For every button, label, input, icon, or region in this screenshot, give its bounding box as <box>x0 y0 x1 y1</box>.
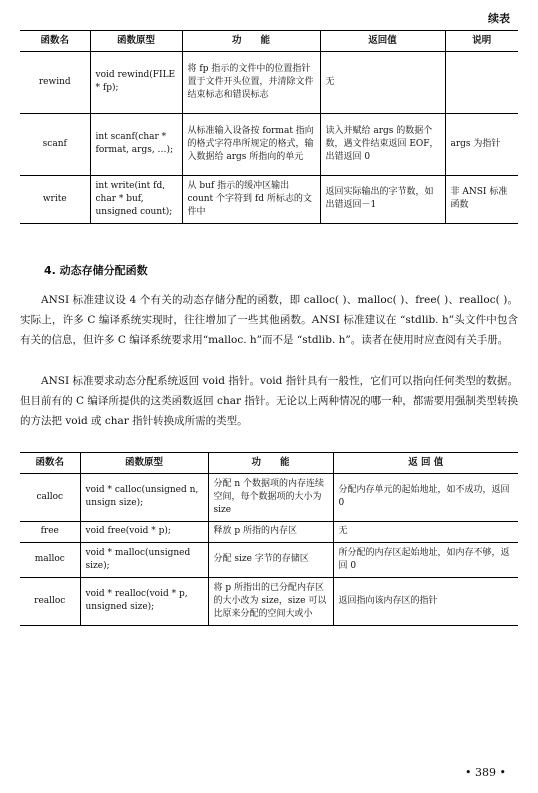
return-value-cell: 分配内存单元的起始地址，如不成功，返回 0 <box>333 473 518 521</box>
description-cell: 从标准输入设备按 format 指向的格式字符串所规定的格式，输入数据给 args 所指向的单元 <box>182 113 320 175</box>
column-header: 函数原型 <box>90 31 182 52</box>
prototype-cell: int write(int fd, char * buf, unsigned count); <box>90 175 182 223</box>
note-cell: 非 ANSI 标准函数 <box>445 175 518 223</box>
column-header: 功 能 <box>208 453 333 474</box>
continued-label: 续表 <box>488 12 510 25</box>
function-table-continued <box>20 30 518 224</box>
function-name-cell: calloc <box>20 473 80 521</box>
description-cell: 分配 n 个数据项的内存连续空间，每个数据项的大小为 size <box>208 473 333 521</box>
description-cell: 释放 p 所指的内存区 <box>208 521 333 542</box>
table-header-row <box>20 453 518 474</box>
return-value-cell: 读入并赋给 args 的数据个数，遇文件结束返回 EOF，出错返回 0 <box>320 113 445 175</box>
table-row <box>20 175 518 223</box>
column-header: 函数原型 <box>80 453 208 474</box>
prototype-cell: void * realloc(void * p, unsigned size); <box>80 577 208 625</box>
prototype-cell: void * malloc(unsigned size); <box>80 542 208 577</box>
table-header-row <box>20 31 518 52</box>
table-row <box>20 577 518 625</box>
function-name-cell: scanf <box>20 113 90 175</box>
body-paragraph: ANSI 标准建议设 4 个有关的动态存储分配的函数，即 calloc( )、malloc( )、free( )、realloc( )。实际上，许多 C 编译系统实现时，往往增加了一些其他函数。ANSI 标准建议在 “stdlib. h”头文件中包含有关的信息，但许多 C 编译系统要求用“malloc. h”而不是 “stdlib. h”。读者在使用时应查阅有关手册。 <box>20 294 518 346</box>
prototype-cell: void rewind(FILE * fp); <box>90 51 182 113</box>
function-name-cell: rewind <box>20 51 90 113</box>
column-header: 返回值 <box>320 31 445 52</box>
prototype-cell: int scanf(char * format, args, …); <box>90 113 182 175</box>
description-cell: 将 fp 指示的文件中的位置指针置于文件开头位置，并清除文件结束标志和错误标志 <box>182 51 320 113</box>
function-name-cell: write <box>20 175 90 223</box>
return-value-cell: 无 <box>320 51 445 113</box>
column-header: 返 回 值 <box>333 453 518 474</box>
return-value-cell: 无 <box>333 521 518 542</box>
column-header: 函数名 <box>20 31 90 52</box>
table-row <box>20 542 518 577</box>
return-value-cell: 返回指向该内存区的指针 <box>333 577 518 625</box>
function-name-cell: realloc <box>20 577 80 625</box>
column-header: 说明 <box>445 31 518 52</box>
table-row <box>20 473 518 521</box>
function-name-cell: malloc <box>20 542 80 577</box>
description-cell: 将 p 所指出的已分配内存区的大小改为 size，size 可以比原来分配的空间大或小 <box>208 577 333 625</box>
body-paragraph: ANSI 标准要求动态分配系统返回 void 指针。void 指针具有一般性，它们可以指向任何类型的数据。但目前有的 C 编译所提供的这类函数返回 char 指针。无论以上两种情况的哪一种，都需要用强制类型转换的方法把 void 或 char 指针转换成所需的类型。 <box>20 375 518 427</box>
table-row <box>20 521 518 542</box>
section-heading: 4. 动态存储分配函数 <box>44 264 148 277</box>
function-name-cell: free <box>20 521 80 542</box>
column-header: 功 能 <box>182 31 320 52</box>
page-number: • 389 • <box>465 766 506 779</box>
table-row <box>20 51 518 113</box>
description-cell: 分配 size 字节的存储区 <box>208 542 333 577</box>
note-cell: args 为指针 <box>445 113 518 175</box>
return-value-cell: 所分配的内存区起始地址，如内存不够，返回 0 <box>333 542 518 577</box>
note-cell <box>445 51 518 113</box>
memory-allocation-table <box>20 452 518 626</box>
description-cell: 从 buf 指示的缓冲区输出 count 个字符到 fd 所标志的文件中 <box>182 175 320 223</box>
column-header: 函数名 <box>20 453 80 474</box>
prototype-cell: void * calloc(unsigned n, unsign size); <box>80 473 208 521</box>
return-value-cell: 返回实际输出的字节数，如出错返回－1 <box>320 175 445 223</box>
table-row <box>20 113 518 175</box>
prototype-cell: void free(void * p); <box>80 521 208 542</box>
